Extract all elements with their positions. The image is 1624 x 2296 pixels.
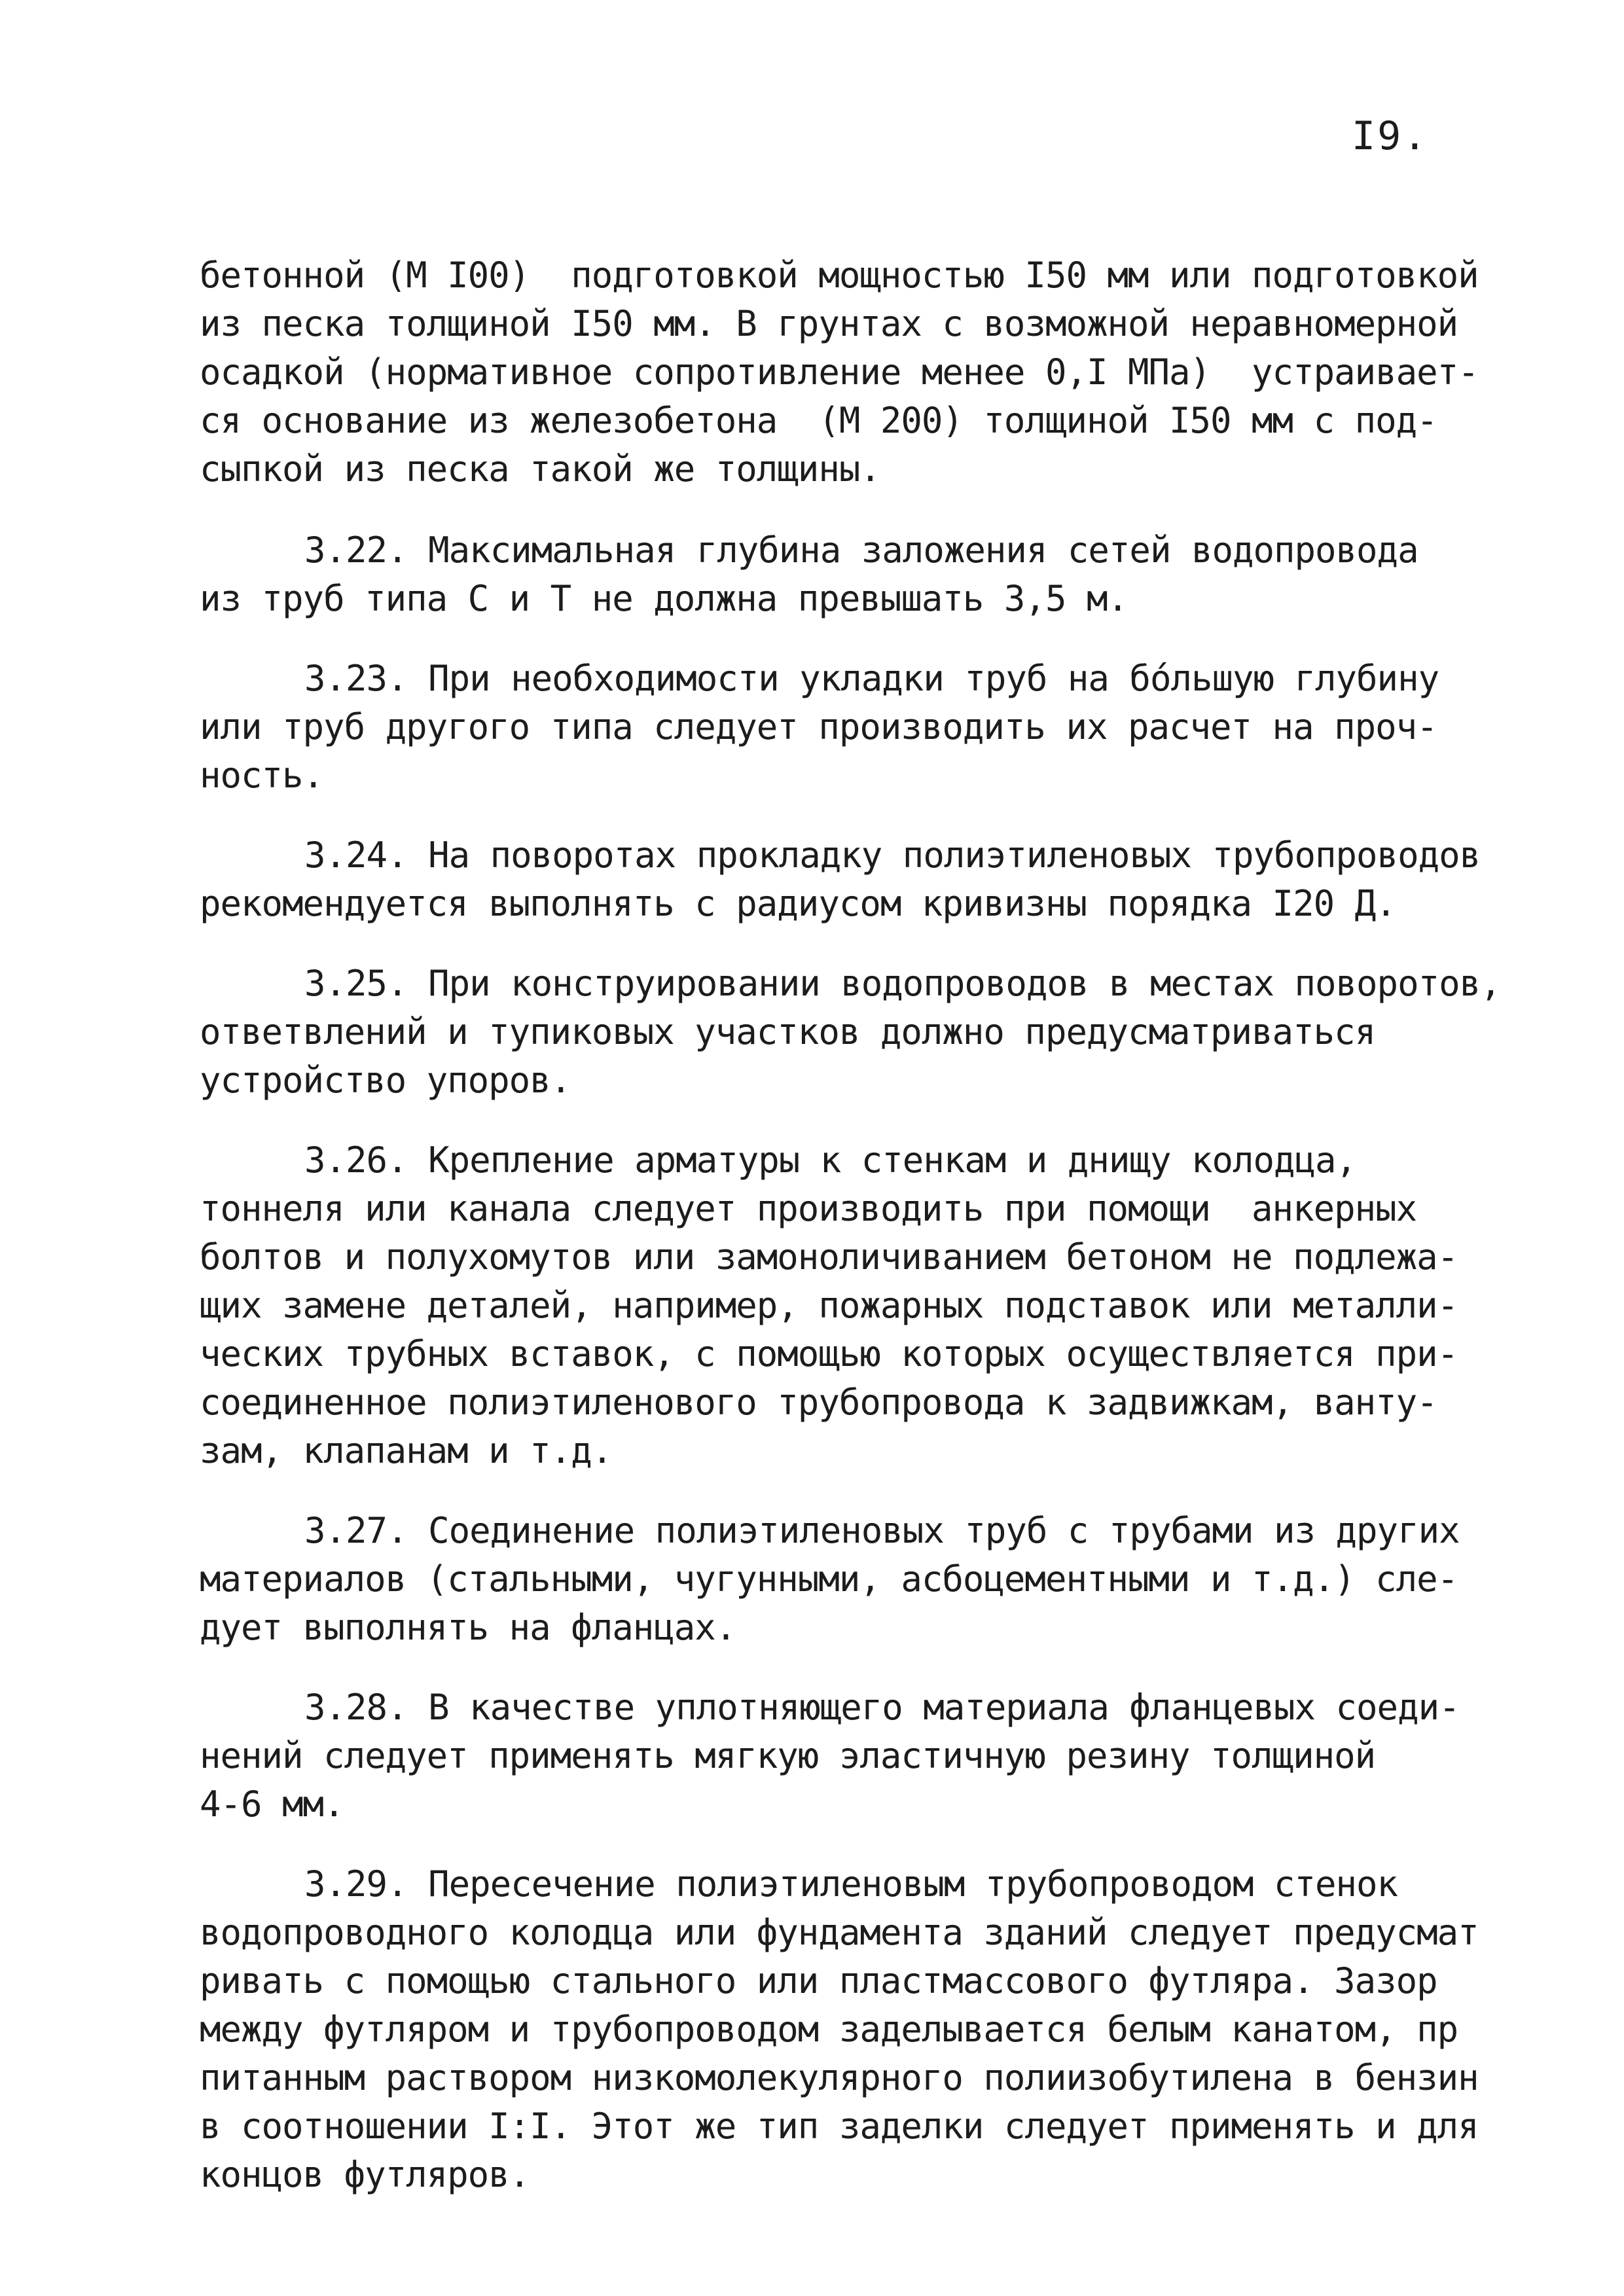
text-line-content: 3.25. При конструировании водопроводов в местах поворотов, (304, 963, 1501, 1004)
text-line-content: 3.28. В качестве уплотняющего материала фланцевых соеди- (304, 1687, 1460, 1728)
text-line: питанным раствором низкомолекулярного полиизобутилена в бензин (200, 2057, 1479, 2098)
text-line: или труб другого типа следует производить их расчет на проч- (200, 706, 1437, 747)
paragraph-3-26 (200, 1136, 1509, 1475)
text-line: соединенное полиэтиленового трубопровода к задвижкам, ванту- (200, 1382, 1437, 1423)
paragraph-3-27 (200, 1507, 1509, 1652)
text-line: зам, клапанам и т.д. (200, 1430, 613, 1471)
text-line: из труб типа С и Т не должна превышать 3,5 м. (200, 578, 1128, 619)
text-line: нений следует применять мягкую эластичную резину толщиной (200, 1735, 1376, 1776)
paragraph-3-29 (200, 1860, 1509, 2199)
text-line: устройство упоров. (200, 1060, 571, 1101)
text-line (200, 526, 1509, 575)
text-line: осадкой (нормативное сопротивление менее 0,I МПа) устраивает- (200, 351, 1479, 393)
text-line: бетонной (М I00) подготовкой мощностью I50 мм или подготовкой (200, 255, 1479, 296)
paragraph-3-24 (200, 831, 1509, 928)
text-line-content: 3.26. Крепление арматуры к стенкам и днищу колодца, (304, 1139, 1357, 1181)
text-line: ся основание из железобетона (М 200) толщиной I50 мм с под- (200, 400, 1437, 441)
paragraph-3-21-continuation (200, 251, 1509, 493)
text-line: рекомендуется выполнять с радиусом кривизны порядка I20 Д. (200, 883, 1396, 924)
paragraph-3-23 (200, 655, 1509, 800)
text-line: ривать с помощью стального или пластмассового футляра. Зазор (200, 1960, 1437, 2001)
text-line: сыпкой из песка такой же толщины. (200, 448, 880, 490)
text-line-content: 3.22. Максимальная глубина заложения сетей водопровода (304, 529, 1418, 571)
text-line: 4-6 мм. (200, 1784, 344, 1825)
text-line (200, 1507, 1509, 1555)
text-line: ность. (200, 755, 324, 796)
text-line: материалов (стальными, чугунными, асбоцементными и т.д.) сле- (200, 1558, 1458, 1600)
text-line: ответвлений и тупиковых участков должно предусматриваться (200, 1011, 1376, 1052)
text-line (200, 1136, 1509, 1185)
text-line: водопроводного колодца или фундамента зданий следует предусмат (200, 1912, 1479, 1953)
text-line (200, 831, 1509, 880)
paragraph-3-25 (200, 960, 1509, 1105)
text-line: в соотношении I:I. Этот же тип заделки следует применять и для (200, 2106, 1479, 2147)
text-line: из песка толщиной I50 мм. В грунтах с возможной неравномерной (200, 303, 1458, 344)
paragraph-3-28 (200, 1683, 1509, 1829)
text-line-content: 3.27. Соединение полиэтиленовых труб с трубами из других (304, 1510, 1460, 1551)
text-line: концов футляров. (200, 2154, 530, 2195)
text-line: дует выполнять на фланцах. (200, 1607, 736, 1648)
document-body (200, 251, 1509, 2231)
text-line (200, 1683, 1509, 1732)
paragraph-3-22 (200, 526, 1509, 623)
text-line: между футляром и трубопроводом заделывается белым канатом, пр (200, 2009, 1458, 2050)
text-line: ческих трубных вставок, с помощью которых осуществляется при- (200, 1333, 1458, 1374)
text-line (200, 655, 1509, 703)
text-line-content: 3.29. Пересечение полиэтиленовым трубопроводом стенок (304, 1863, 1398, 1905)
text-line: щих замене деталей, например, пожарных подставок или металли- (200, 1285, 1458, 1326)
text-line: болтов и полухомутов или замоноличиванием бетоном не подлежа- (200, 1236, 1458, 1278)
text-line (200, 960, 1509, 1008)
text-line-content: 3.23. При необходимости укладки труб на бóльшую глубину (304, 658, 1439, 699)
text-line (200, 1860, 1509, 1909)
page-number: I9. (1352, 113, 1429, 159)
text-line: тоннеля или канала следует производить при помощи анкерных (200, 1188, 1417, 1229)
text-line-content: 3.24. На поворотах прокладку полиэтиленовых трубопроводов (304, 834, 1481, 876)
